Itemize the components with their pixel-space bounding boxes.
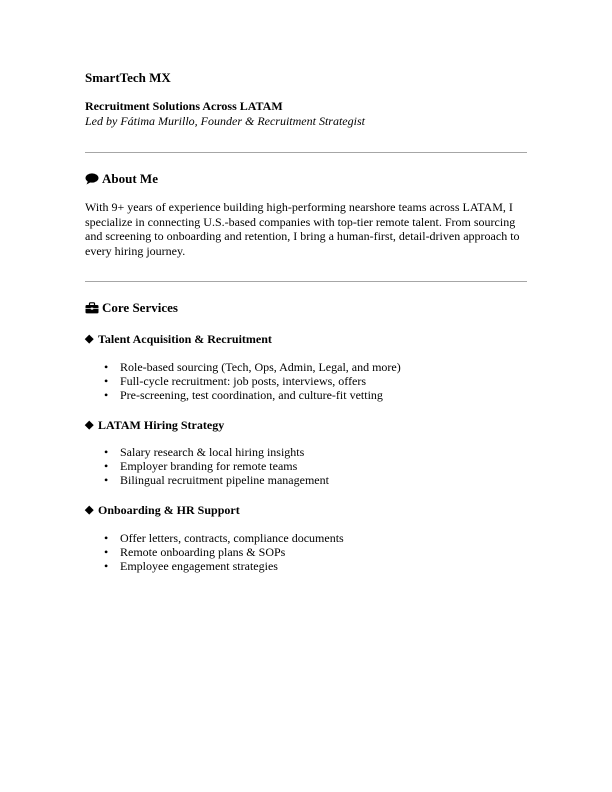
service-group-title: Onboarding & HR Support: [98, 503, 240, 517]
list-item: • Pre-screening, test coordination, and culture-fit vetting: [104, 388, 401, 402]
services-title: Core Services: [102, 300, 178, 315]
service-group-heading: [85, 418, 224, 433]
list-item: • Salary research & local hiring insights: [104, 445, 329, 459]
diamond-icon: ◆: [85, 504, 94, 516]
service-group-title: Talent Acquisition & Recruitment: [98, 332, 272, 346]
list-item: • Employer branding for remote teams: [104, 459, 329, 473]
about-title: About Me: [102, 171, 158, 186]
service-group-heading: [85, 503, 240, 518]
service-group-heading: [85, 332, 272, 347]
tagline: Recruitment Solutions Across LATAM: [85, 99, 283, 113]
led-by-line: Led by Fátima Murillo, Founder & Recruitment Strategist: [85, 114, 365, 128]
company-name: SmartTech MX: [85, 70, 171, 85]
service-list: [104, 360, 401, 403]
list-item: • Full-cycle recruitment: job posts, interviews, offers: [104, 374, 401, 388]
service-group-title: LATAM Hiring Strategy: [98, 418, 225, 432]
divider: [85, 281, 527, 282]
list-item: • Role-based sourcing (Tech, Ops, Admin, Legal, and more): [104, 360, 401, 374]
diamond-icon: ◆: [85, 333, 94, 345]
services-heading: [85, 301, 178, 316]
about-paragraph: With 9+ years of experience building high-performing nearshore teams across LATAM, I specialize in connecting U.S.-based companies with top-tier remote talent. From sourcing and screening to onboarding and retention, I bring a human-first, detail-driven approach to every hiring journey.: [85, 200, 520, 258]
divider: [85, 152, 527, 153]
about-heading: [85, 172, 158, 187]
service-list: [104, 531, 344, 574]
list-item: • Offer letters, contracts, compliance documents: [104, 531, 344, 545]
service-list: [104, 445, 329, 488]
list-item: • Employee engagement strategies: [104, 559, 344, 573]
briefcase-icon: [85, 302, 99, 314]
diamond-icon: ◆: [85, 419, 94, 431]
list-item: • Remote onboarding plans & SOPs: [104, 545, 344, 559]
list-item: • Bilingual recruitment pipeline management: [104, 473, 329, 487]
speech-bubble-icon: [85, 173, 99, 185]
